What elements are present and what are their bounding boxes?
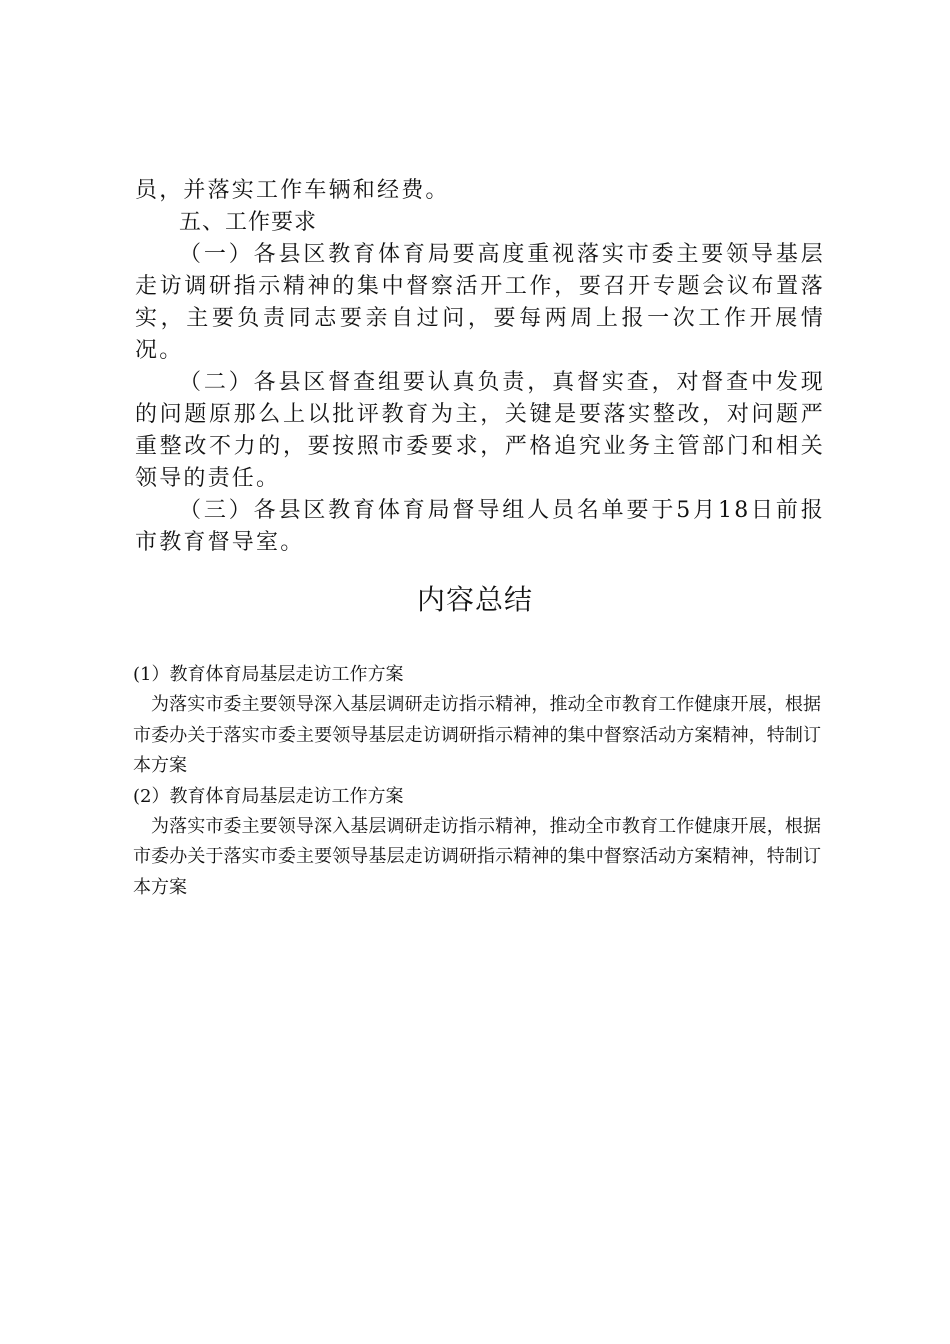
- continued-paragraph: 员，并落实工作车辆和经费。: [135, 178, 450, 203]
- summary-item-text: 为落实市委主要领导深入基层调研走访指示精神，推动全市教育工作健康开展，根据市委办关于落实市委主要领导基层走访调研指示精神的集中督察活动方案精神，特制订本方案: [133, 694, 821, 777]
- summary-item-title: (2）教育体育局基层走访工作方案: [133, 785, 404, 807]
- summary-item-title: (1）教育体育局基层走访工作方案: [133, 664, 404, 685]
- requirement-paragraph-1: （一）各县区教育体育局要高度重视落实市委主要领导基层走访调研指示精神的集中督察活开工作，要召开专题会议布置落实，主要负责同志要亲自过问，要每两周上报一次工作开展情况。: [135, 242, 825, 363]
- summary-section: [133, 660, 821, 903]
- requirement-paragraph-3: （三）各县区教育体育局督导组人员名单要于5月18日前报市教育督导室。: [135, 498, 825, 555]
- requirement-paragraph-2: （二）各县区督查组要认真负责，真督实查，对督查中发现的问题原那么上以批评教育为主，关键是要落实整改，对问题严重整改不力的，要按照市委要求，严格追究业务主管部门和相关领导的责任。: [135, 370, 825, 491]
- summary-item-text: 为落实市委主要领导深入基层调研走访指示精神，推动全市教育工作健康开展，根据市委办关于落实市委主要领导基层走访调研指示精神的集中督察活动方案精神，特制订本方案: [133, 816, 821, 898]
- document-body: [135, 175, 825, 559]
- summary-title: 内容总结: [416, 583, 533, 616]
- section-heading: 五、工作要求: [179, 210, 318, 235]
